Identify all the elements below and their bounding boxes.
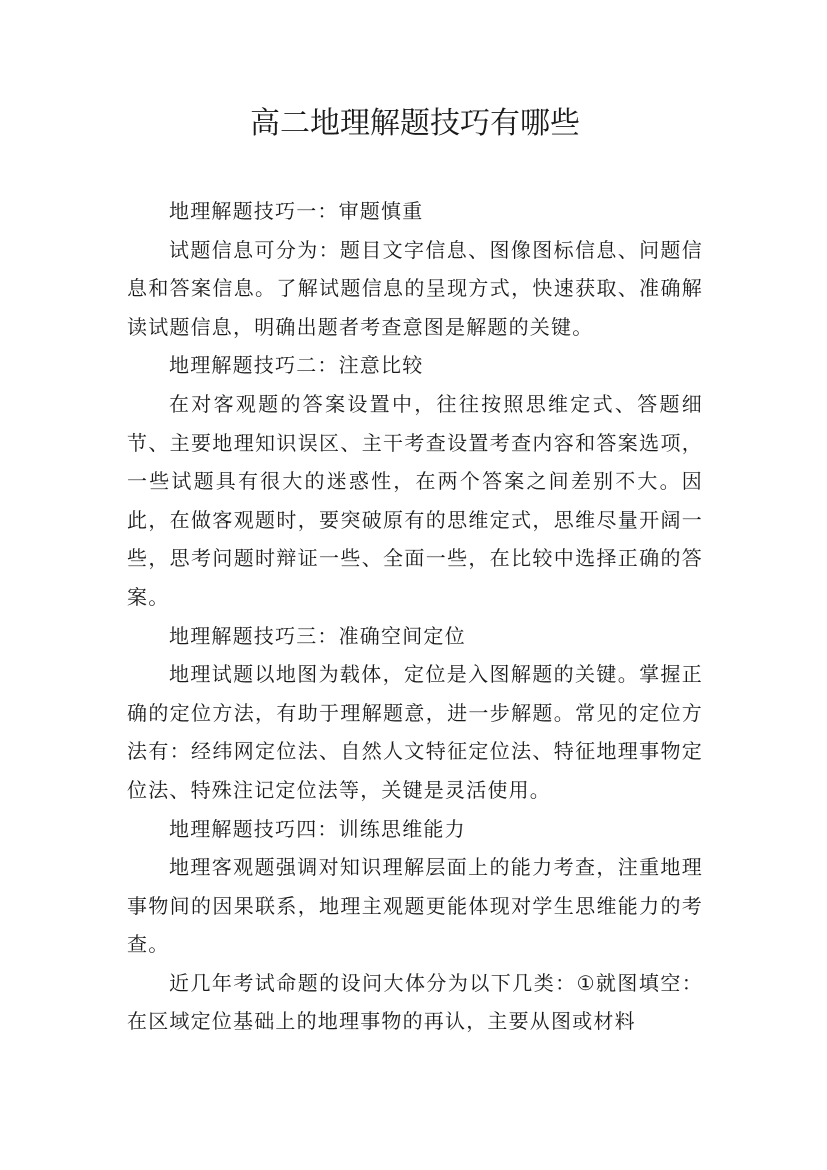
paragraph: 在对客观题的答案设置中，往往按照思维定式、答题细节、主要地理知识误区、主干考查设置考查内容和答案选项，一些试题具有很大的迷惑性，在两个答案之间差别不大。因此，在做客观题时，要突破原有的思维定式，思维尽量开阔一些，思考问题时辩证一些、全面一些，在比较中选择正确的答案。 (127, 391, 703, 609)
document-title: 高二地理解题技巧有哪些 (250, 106, 580, 141)
paragraph: 试题信息可分为：题目文字信息、图像图标信息、问题信息和答案信息。了解试题信息的呈现方式，快速获取、准确解读试题信息，明确出题者考查意图是解题的关键。 (127, 237, 703, 339)
document-body (127, 192, 703, 1041)
section-heading-1: 地理解题技巧一：审题慎重 (169, 199, 424, 223)
section-heading-2: 地理解题技巧二：注意比较 (169, 353, 424, 378)
paragraph: 近几年考试命题的设问大体分为以下几类：①就图填空：在区域定位基础上的地理事物的再认，主要从图或材料 (127, 970, 703, 1034)
paragraph: 地理试题以地图为载体，定位是入图解题的关键。掌握正确的定位方法，有助于理解题意，进一步解题。常见的定位方法有：经纬网定位法、自然人文特征定位法、特征地理事物定位法、特殊注记定位法等，关键是灵活使用。 (127, 662, 703, 802)
section-heading-4: 地理解题技巧四：训练思维能力 (169, 816, 466, 841)
section-heading-3: 地理解题技巧三：准确空间定位 (169, 623, 466, 648)
paragraph: 地理客观题强调对知识理解层面上的能力考查，注重地理事物间的因果联系，地理主观题更能体现对学生思维能力的考查。 (127, 855, 703, 957)
